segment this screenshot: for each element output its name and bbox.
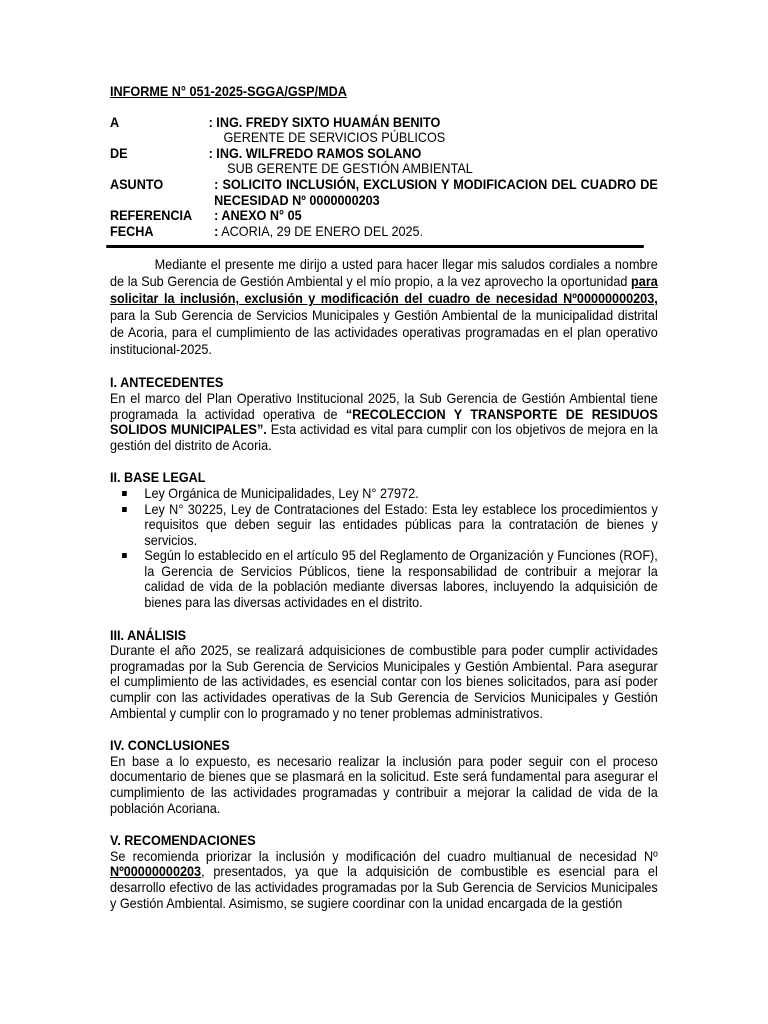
header-row-a [110, 115, 658, 131]
recomendaciones-text-2: , presentados, ya que la adquisición de combustible es esencial para el desarrollo efectivo de las actividades programadas por la Sub Gerencia de Servicios Municipales y Gestión Ambiental. Asimismo, se sugiere coordinar con la unidad encargada de la gestión [110, 864, 658, 911]
antecedentes-text-2: Esta actividad es vital para cumplir con los objetivos de mejora en la gestión del distrito de Acoria. [110, 422, 658, 453]
header-a-position: GERENTE DE SERVICIOS PÚBLICOS [223, 130, 446, 146]
header-de-label: DE [110, 145, 128, 161]
header-row-de [110, 146, 658, 162]
recomendaciones-paragraph [110, 849, 658, 911]
header-de-position: SUB GERENTE DE GESTIÓN AMBIENTAL [227, 161, 473, 177]
antecedentes-text-1: En el marco del Plan Operativo Institucional 2025, la Sub Gerencia de Gestión Ambiental tiene programada la actividad operativa de [110, 390, 658, 422]
base-legal-list [110, 486, 658, 611]
section-title-conclusiones: IV. CONCLUSIONES [110, 738, 230, 754]
header-fecha-colon: : [214, 223, 219, 239]
report-title: INFORME N° 051-2025-SGGA/GSP/MDA [110, 84, 347, 99]
section-title-antecedentes: I. ANTECEDENTES [110, 375, 224, 391]
header-asunto-label: ASUNTO [110, 176, 164, 192]
antecedentes-paragraph [110, 391, 658, 453]
base-legal-item: Según lo establecido en el artículo 95 del Reglamento de Organización y Funciones (ROF), la Gerencia de Servicios Públicos, tiene la responsabilidad de contribuir a mejorar la calidad de vida de la población mediante diversas labores, incluyendo la adquisición de bienes para las diversas actividades en el distrito. [110, 548, 658, 610]
header-fecha-period: . [419, 223, 424, 239]
conclusiones-paragraph: En base a lo expuesto, es necesario realizar la inclusión para poder seguir con el proceso documentario de bienes que se plasmará en la solicitud. Este será fundamental para asegurar el cumplimiento de las actividades programadas y contribuir a mejorar la calidad de vida de la población Acoriana. [110, 753, 658, 816]
header-referencia-label: REFERENCIA [110, 208, 193, 224]
recomendaciones-text-1: Se recomienda priorizar la inclusión y modificación del cuadro multianual de necesidad Nº [110, 848, 658, 864]
header-de-name: : ING. WILFREDO RAMOS SOLANO [208, 145, 422, 161]
header-asunto-value: : SOLICITO INCLUSIÓN, EXCLUSION Y MODIFICACION DEL CUADRO DE NECESIDAD Nº 0000000203 [214, 176, 658, 208]
intro-text-1: Mediante el presente me dirijo a usted para hacer llegar mis saludos cordiales a nombre de la Sub Gerencia de Gestión Ambiental y el mío propio, a la vez aprovecho la oportunidad [110, 257, 658, 290]
recomendaciones-text-emphasis: Nº00000000203 [110, 864, 202, 880]
header-fecha-value-wrap [214, 224, 658, 240]
section-title-recomendaciones: V. RECOMENDACIONES [110, 833, 256, 849]
document-body [110, 84, 658, 911]
section-title-analisis: III. ANÁLISIS [110, 627, 187, 643]
intro-text-emphasis: para solicitar la inclusión, exclusión y modificación del cuadro de necesidad Nº00000000203, [110, 274, 658, 307]
analisis-paragraph: Durante el año 2025, se realizará adquisiciones de combustible para poder cumplir actividades programadas por la Sub Gerencia de Servicios Municipales y Gestión Ambiental. Para asegurar el cumplimiento de las actividades, es esencial contar con los bienes solicitados, para así poder cumplir con las actividades operativas de la Sub Gerencia de Servicios Municipales y Gestión Ambiental y cumplir con lo programado y no tener problemas administrativos. [110, 643, 658, 721]
header-fecha-label: FECHA [110, 223, 154, 239]
header-referencia-value: : ANEXO N° 05 [214, 208, 302, 224]
section-conclusiones [110, 738, 658, 816]
intro-text-2: para la Sub Gerencia de Servicios Municipales y Gestión Ambiental de la municipalidad distrital de Acoria, para el cumplimiento de las actividades operativas programadas en el plan operativo institucional-2025. [110, 308, 658, 358]
base-legal-item: Ley N° 30225, Ley de Contrataciones del Estado: Esta ley establece los procedimientos y requisitos que deben seguir las entidades públicas para la contratación de bienes y servicios. [110, 502, 658, 549]
header-fecha-value: ACORIA, 29 DE ENERO DEL 2025 [218, 223, 420, 239]
section-antecedentes [110, 375, 658, 453]
base-legal-item: Ley Orgánica de Municipalidades, Ley N° 27972. [110, 486, 658, 502]
header-a-label: A [110, 114, 120, 130]
header-row-asunto [110, 177, 658, 208]
header-a-name: : ING. FREDY SIXTO HUAMÁN BENITO [208, 114, 441, 130]
section-recomendaciones [110, 833, 658, 911]
section-title-base-legal: II. BASE LEGAL [110, 470, 206, 486]
section-analisis [110, 628, 658, 722]
header-row-referencia [110, 208, 658, 224]
antecedentes-text-bold: “RECOLECCION Y TRANSPORTE DE RESIDUOS SOLIDOS MUNICIPALES”. [110, 406, 658, 438]
intro-paragraph [110, 256, 658, 358]
section-base-legal [110, 470, 658, 610]
header-row-fecha [110, 224, 658, 240]
header-divider [106, 245, 644, 248]
